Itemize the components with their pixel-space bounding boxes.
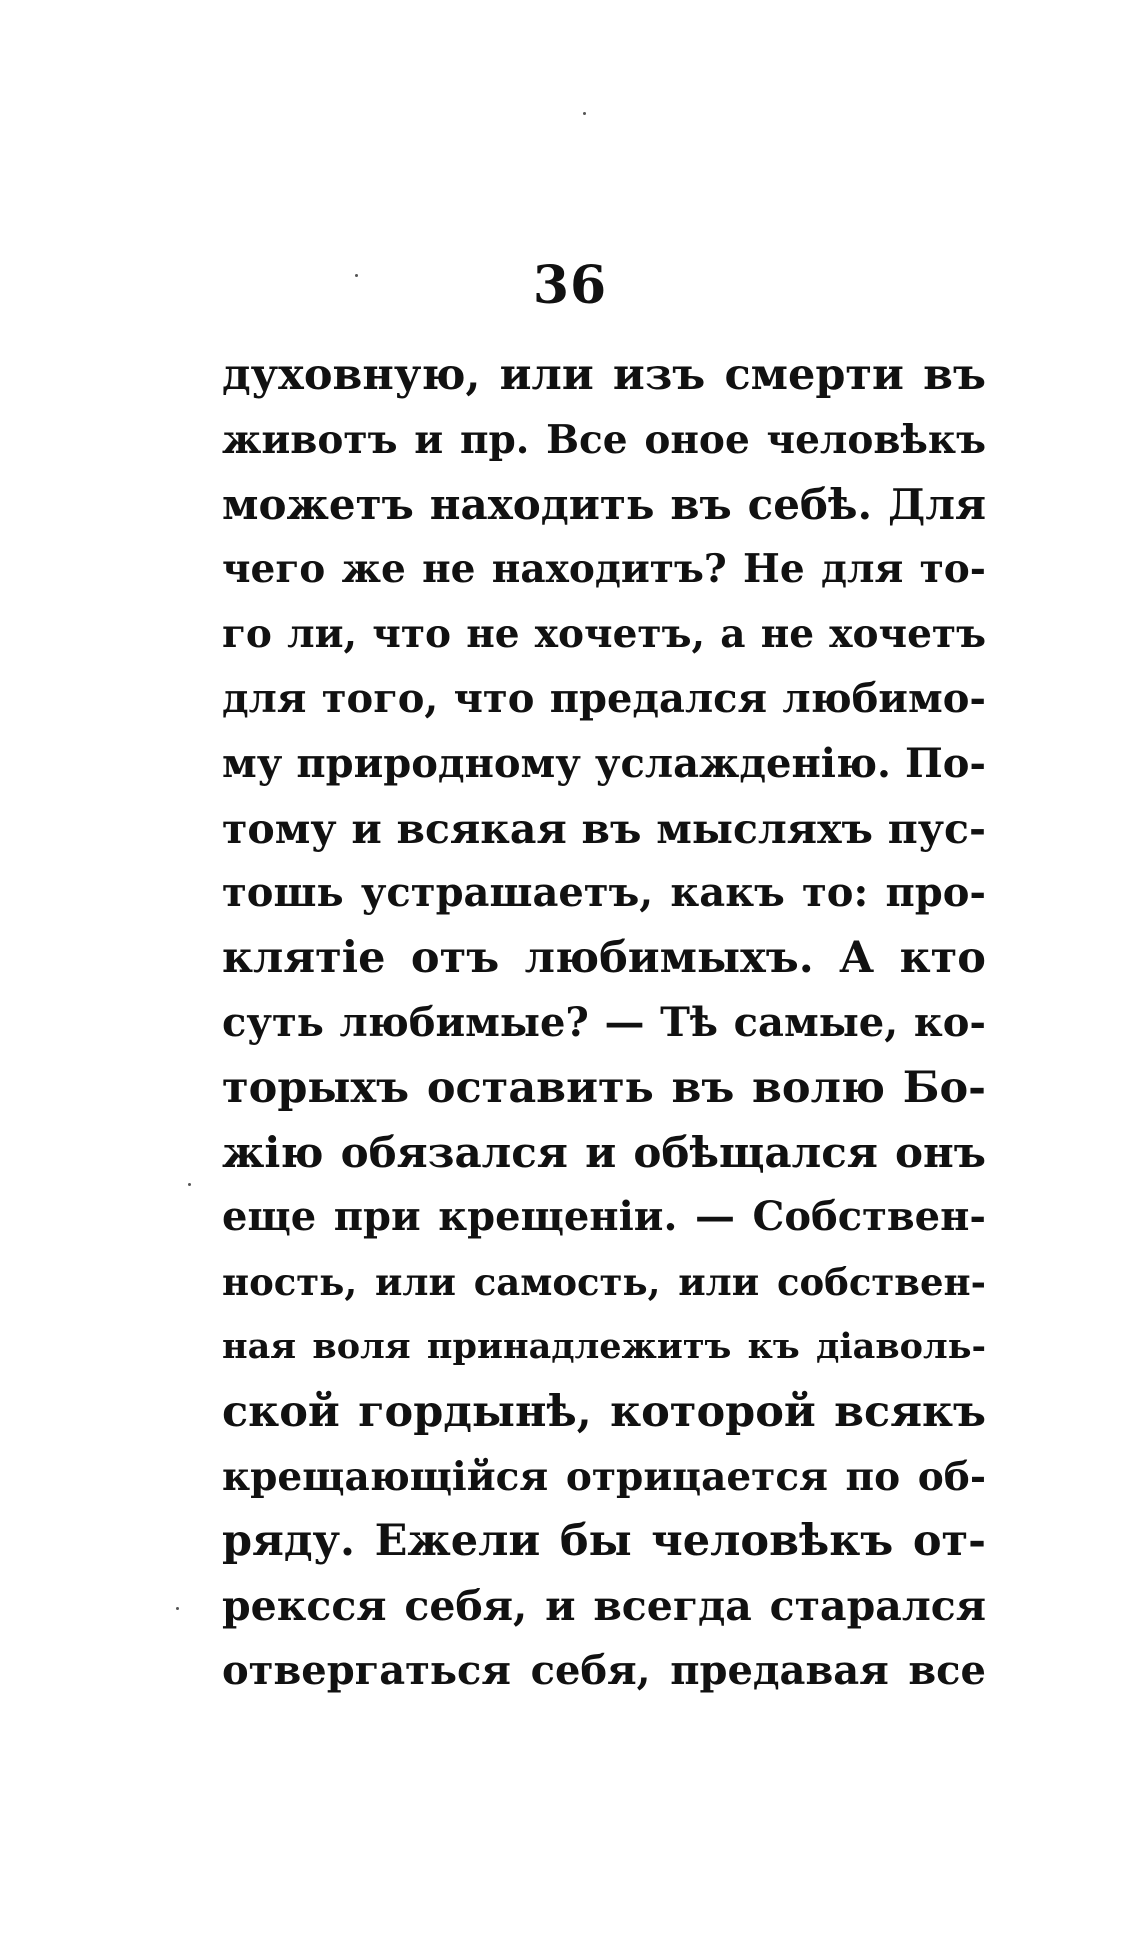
ink-speck	[188, 1183, 191, 1186]
text-line: ряду. Ежели бы человѣкъ от-	[222, 1516, 986, 1567]
text-line: му природному услажденію. По-	[222, 739, 986, 787]
text-line: животъ и пр. Все оное человѣкъ	[222, 416, 986, 463]
text-line: чего же не находитъ? Не для то-	[222, 546, 986, 593]
text-line: для того, что предался любимо-	[222, 674, 986, 722]
text-line: клятіе отъ любимыхъ. А кто	[222, 933, 986, 984]
text-line: духовную, или изъ смерти въ	[222, 350, 986, 400]
text-line: жію обязался и обѣщался онъ	[222, 1127, 986, 1177]
text-line: тошь устрашаетъ, какъ то: про-	[222, 869, 986, 917]
page-number: 36	[532, 255, 608, 316]
text-line: ная воля принадлежитъ къ діаволь-	[222, 1325, 986, 1367]
text-line: суть любимые? — Тѣ самые, ко-	[222, 998, 986, 1046]
text-line: крещающійся отрицается по об-	[222, 1453, 986, 1500]
text-line: ской гордынѣ, которой всякъ	[222, 1386, 986, 1437]
ink-speck	[583, 112, 586, 115]
text-line: го ли, что не хочетъ, а не хочетъ	[222, 611, 986, 658]
text-line: можетъ находить въ себѣ. Для	[222, 479, 986, 529]
text-line: тому и всякая въ мысляхъ пус-	[222, 804, 986, 853]
body-text	[222, 343, 986, 1704]
text-line: ность, или самость, или собствен-	[222, 1260, 986, 1305]
text-line: еще при крещеніи. — Собствен-	[222, 1193, 986, 1241]
ink-speck	[176, 1607, 179, 1610]
text-line: отвергаться себя, предавая все	[222, 1646, 986, 1694]
text-line: рексся себя, и всегда старался	[222, 1582, 986, 1631]
text-line: торыхъ оставить въ волю Бо-	[222, 1062, 986, 1113]
